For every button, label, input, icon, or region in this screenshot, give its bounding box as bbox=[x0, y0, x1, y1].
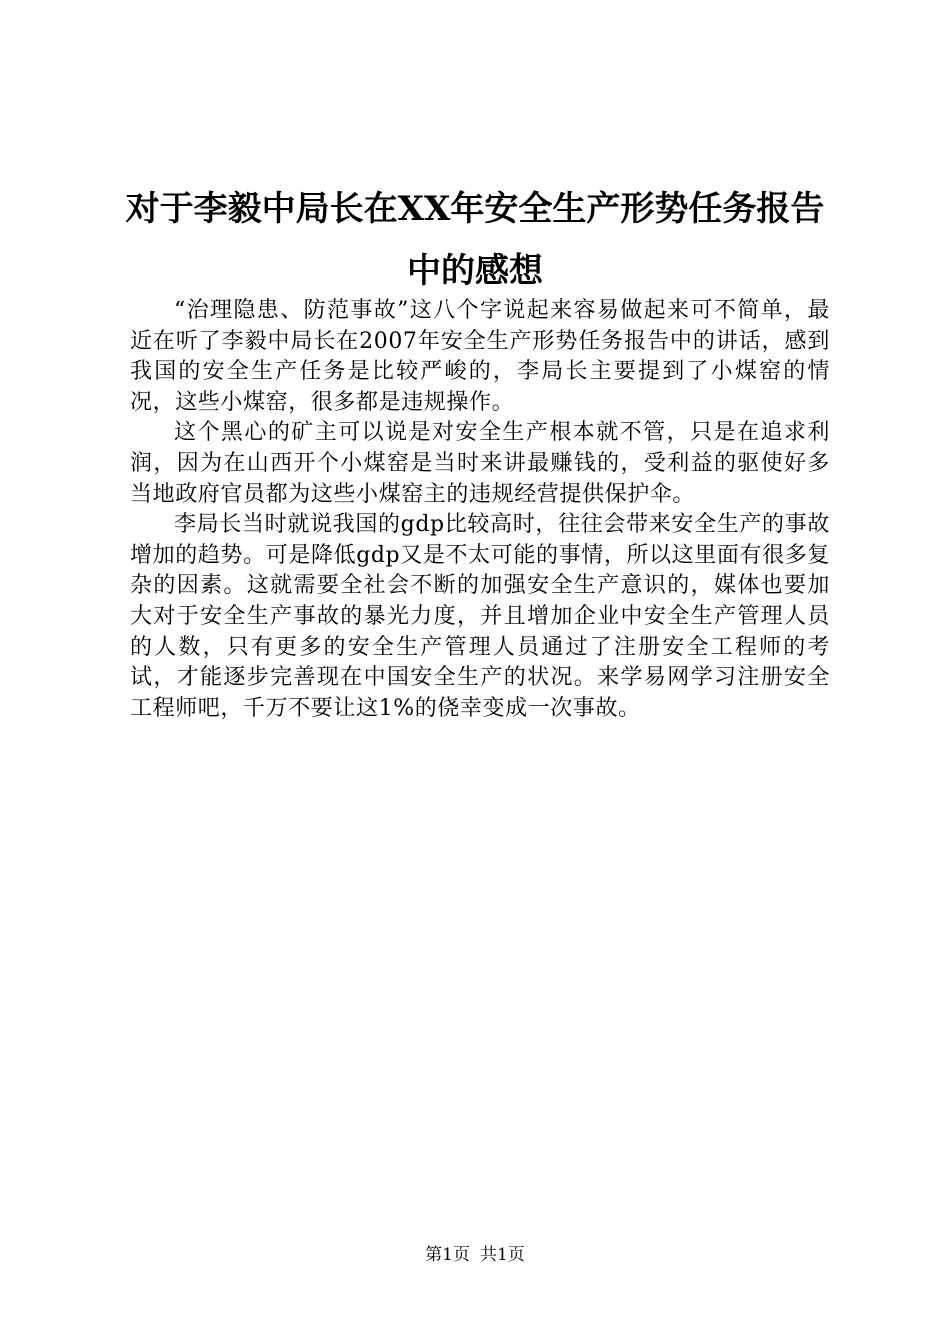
page-number-current: 第1页 bbox=[425, 1245, 470, 1265]
page-number-total: 共1页 bbox=[480, 1245, 525, 1265]
paragraph-2: 这个黑心的矿主可以说是对安全生产根本就不管，只是在追求利润，因为在山西开个小煤窑是当时来讲最赚钱的，受利益的驱使好多当地政府官员都为这些小煤窑主的违规经营提供保护伞。 bbox=[130, 420, 830, 507]
document-body bbox=[130, 296, 830, 724]
paragraph-1: “治理隐患、防范事故”这八个字说起来容易做起来可不简单，最近在听了李毅中局长在2007年安全生产形势任务报告中的讲话，感到我国的安全生产任务是比较严峻的，李局长主要提到了小煤窑的情况，这些小煤窑，很多都是违规操作。 bbox=[130, 298, 830, 415]
document-title: 对于李毅中局长在XX年安全生产形势任务报告中的感想 bbox=[125, 189, 825, 291]
paragraph-3: 李局长当时就说我国的gdp比较高时，往往会带来安全生产的事故增加的趋势。可是降低gdp又是不太可能的事情，所以这里面有很多复杂的因素。这就需要全社会不断的加强安全生产意识的，媒体也要加大对于安全生产事故的暴光力度，并且增加企业中安全生产管理人员的人数，只有更多的安全生产管理人员通过了注册安全工程师的考试，才能逐步完善现在中国安全生产的状况。来学易网学习注册安全工程师吧，千万不要让这1%的侥幸变成一次事故。 bbox=[130, 512, 830, 721]
page-footer bbox=[0, 1244, 950, 1266]
